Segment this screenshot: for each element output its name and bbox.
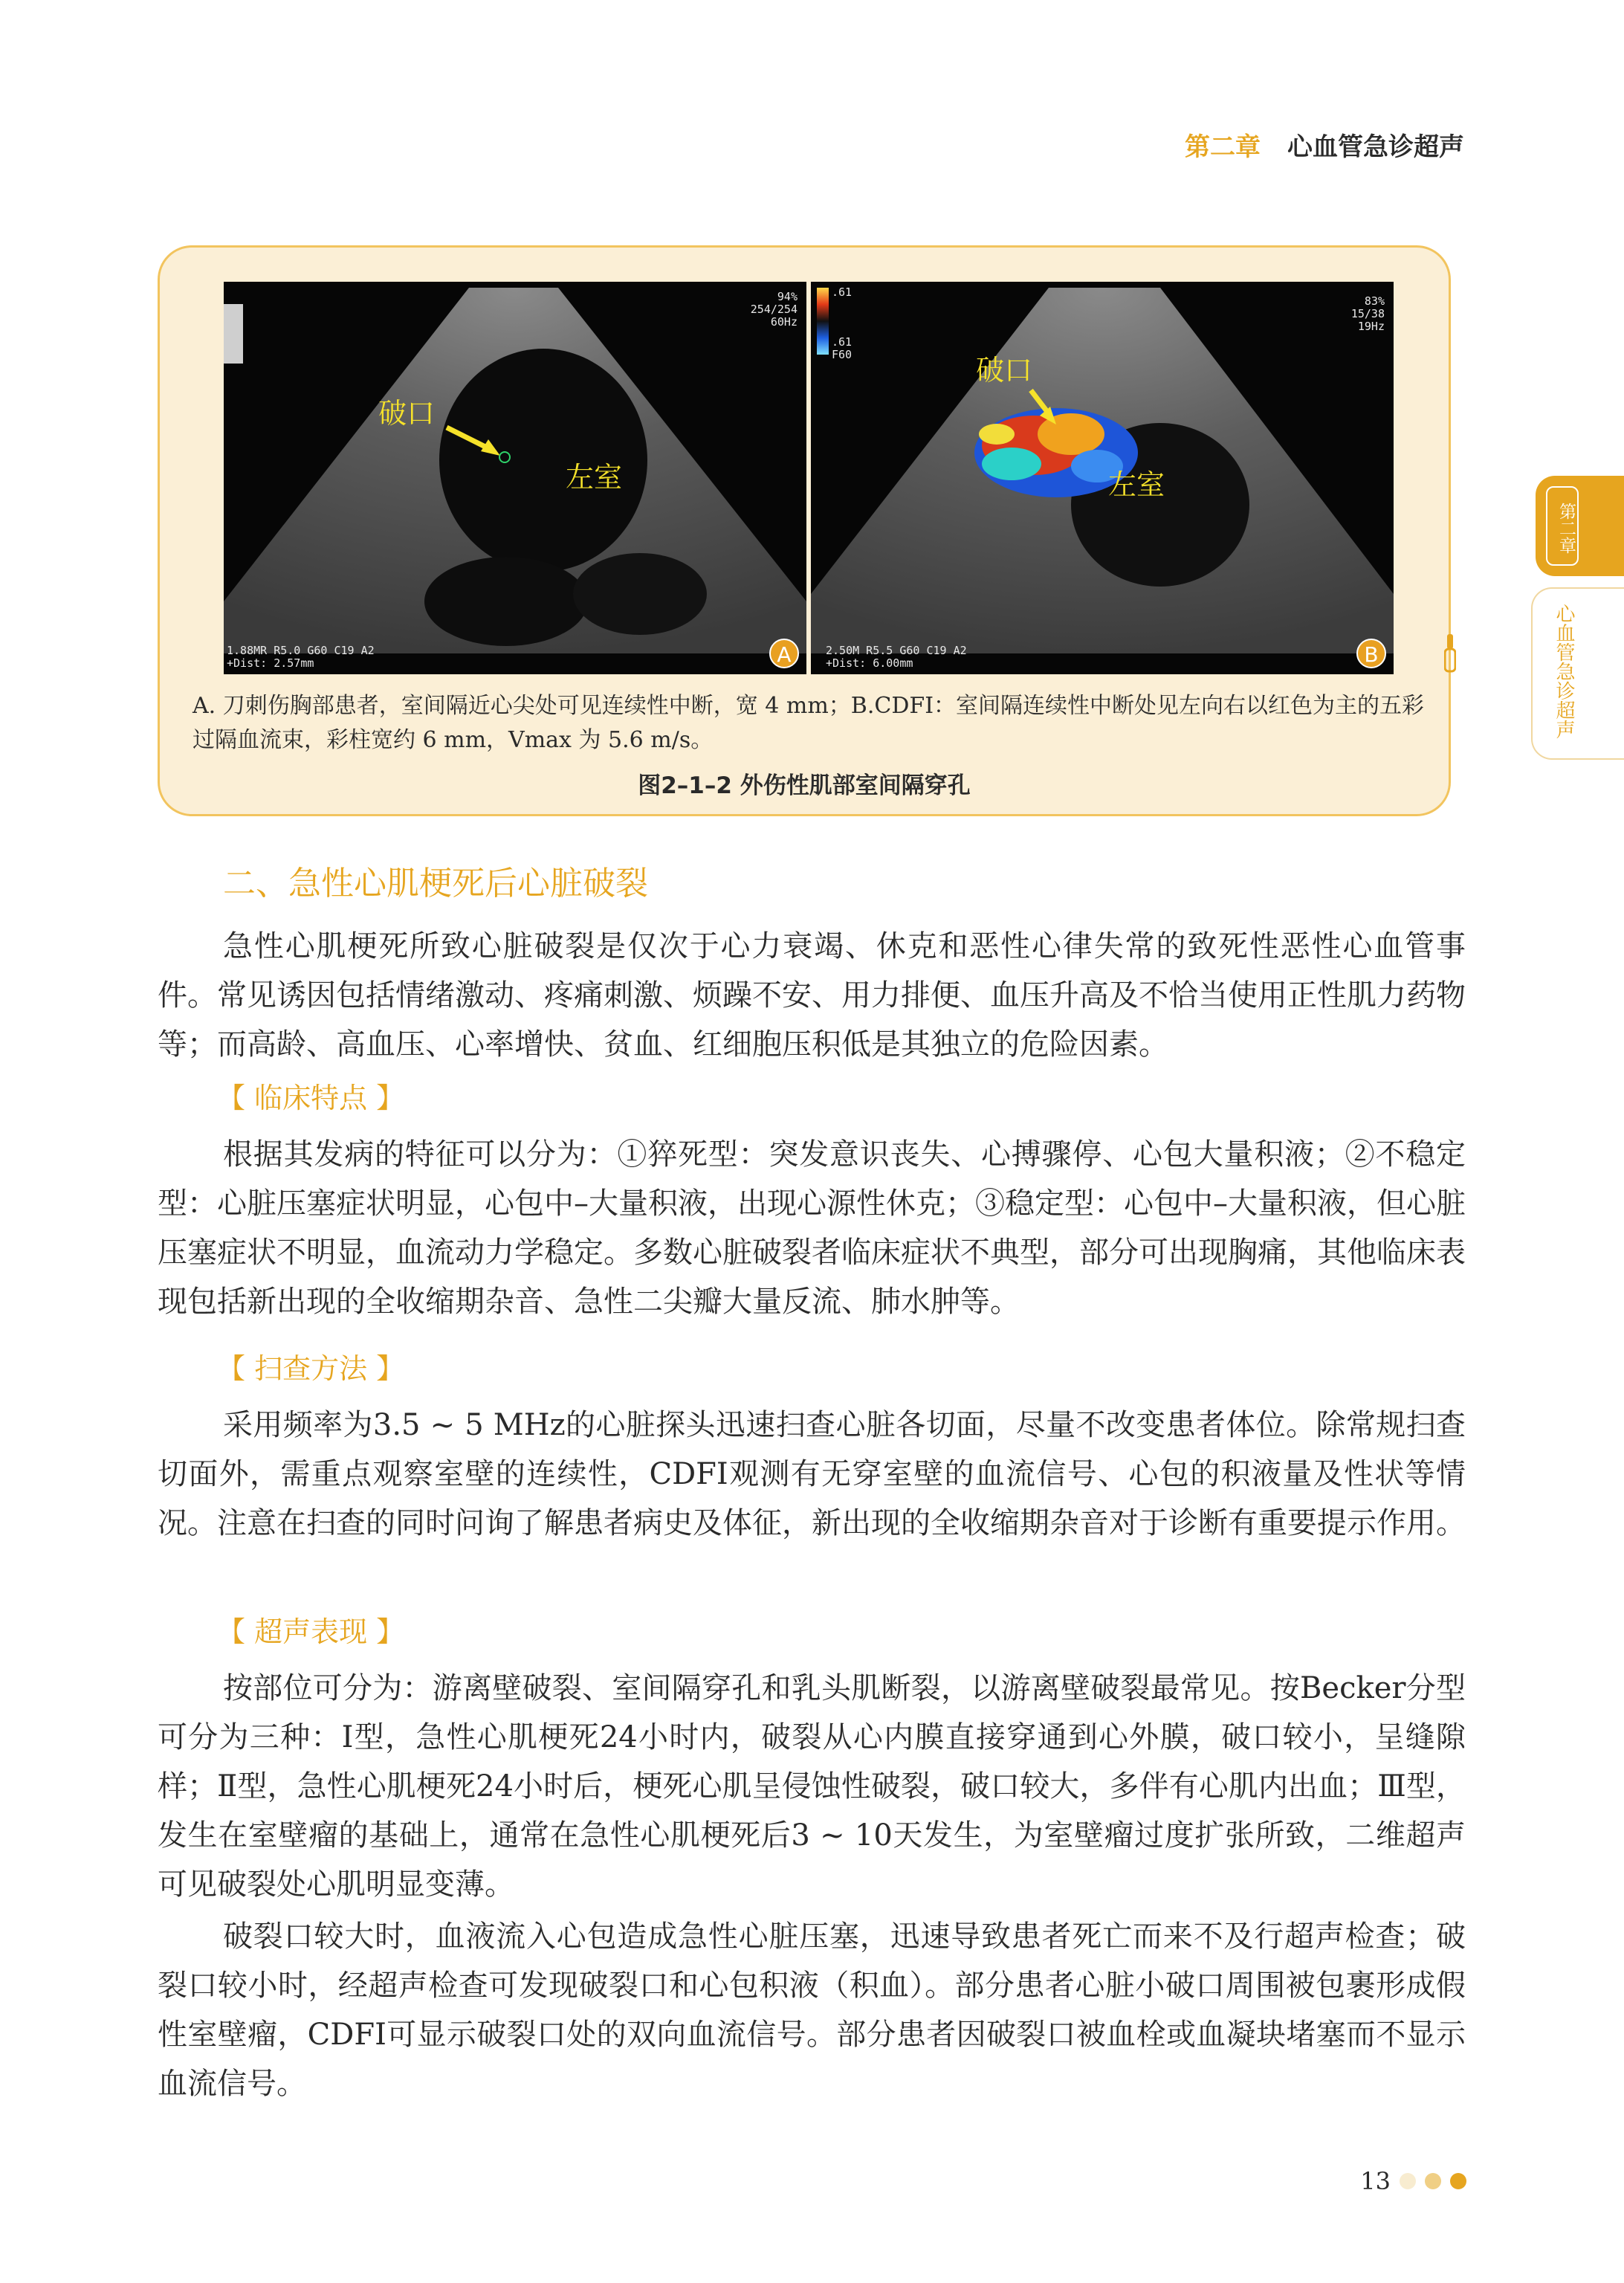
panel-badge-b: B — [1356, 639, 1386, 668]
label-rupture-a: 破口 — [378, 397, 436, 430]
ultrasound-image-a — [224, 282, 806, 674]
figure-panel — [158, 245, 1451, 816]
page-number: 13 — [1360, 2167, 1391, 2195]
paragraph-clinical: 根据其发病的特征可以分为：①猝死型：突发意识丧失、心搏骤停、心包大量积液；②不稳定型：心脏压塞症状明显，心包中–大量积液，出现心源性休克；③稳定型：心包中–大量积液，但心脏压塞症状不明显，血流动力学稳定。多数心脏破裂者临床症状不典型，部分可出现胸痛，其他临床表现包括新出现的全收缩期杂音、急性二尖瓣大量反流、肺水肿等。 — [158, 1137, 1466, 1319]
subheading-clinical: 【 临床特点 】 — [217, 1082, 405, 1114]
label-left-ventricle-a: 左室 — [566, 461, 623, 494]
page-footer — [1360, 2167, 1466, 2195]
overlay-top-right-a: 94% 254/254 60Hz — [750, 290, 798, 329]
overlay-bottom-left-a: 1.88MR R5.0 G60 C19 A2 +Dist: 2.57mm — [227, 644, 375, 670]
paragraph-scan: 采用频率为3.5 ~ 5 MHz的心脏探头迅速扫查心脏各切面，尽量不改变患者体位。除常规扫查切面外，需重点观察室壁的连续性，CDFI观测有无穿室壁的血流信号、心包的积液量及性状等情况。注意在扫查的同时问询了解患者病史及体征，新出现的全收缩期杂音对于诊断有重要提示作用。 — [158, 1408, 1466, 1540]
side-tab-chapter[interactable] — [1536, 476, 1624, 576]
overlay-top-left-b: .61 .61 F60 — [832, 285, 853, 361]
header-chapter: 第二章 — [1185, 132, 1261, 162]
ultrasound-a-graphic — [224, 282, 806, 674]
ultrasound-b-graphic — [811, 282, 1394, 674]
side-tab-title[interactable] — [1531, 587, 1624, 760]
paragraph-intro: 急性心肌梗死所致心脏破裂是仅次于心力衰竭、休克和恶性心律失常的致死性恶性心血管事件。常见诱因包括情绪激动、疼痛刺激、烦躁不安、用力排便、血压升高及不恰当使用正性肌力药物等；而高龄、高血压、心率增快、贫血、红细胞压积低是其独立的危险因素。 — [158, 929, 1466, 1062]
side-tab-title-label: 心血管急诊超声 — [1553, 604, 1575, 739]
header-title: 心血管急诊超声 — [1287, 132, 1464, 162]
panel-badge-a: A — [769, 639, 799, 668]
label-rupture-b: 破口 — [976, 354, 1033, 387]
figure-caption: A. 刀刺伤胸部患者，室间隔近心尖处可见连续性中断，宽 4 mm；B.CDFI：室间隔连续性中断处见左向右以红色为主的五彩过隔血流束，彩柱宽约 6 mm，Vmax 为 5.6 m/s。 — [193, 693, 1425, 753]
label-left-ventricle-b: 左室 — [1108, 468, 1165, 501]
ultrasound-image-b — [811, 282, 1394, 674]
subheading-scan: 【 扫查方法 】 — [217, 1352, 405, 1385]
dot-icon — [1450, 2173, 1466, 2189]
running-header — [1185, 126, 1464, 163]
figure-title: 图2–1–2 外伤性肌部室间隔穿孔 — [638, 772, 971, 799]
clip-icon — [1444, 634, 1456, 679]
dot-icon — [1425, 2173, 1441, 2189]
section-title: 二、急性心肌梗死后心脏破裂 — [223, 865, 648, 902]
overlay-top-right-b: 83% 15/38 19Hz — [1350, 294, 1385, 333]
side-tab-chapter-label: 第二章 — [1546, 486, 1579, 566]
subheading-ultrasound: 【 超声表现 】 — [217, 1615, 405, 1648]
paragraph-rupture: 破裂口较大时，血液流入心包造成急性心脏压塞，迅速导致患者死亡而来不及行超声检查；破裂口较小时，经超声检查可发现破裂口和心包积液（积血）。部分患者心脏小破口周围被包裹形成假性室壁瘤，CDFI可显示破裂口处的双向血流信号。部分患者因破裂口被血栓或血凝块堵塞而不显示血流信号。 — [158, 1919, 1466, 2101]
dot-icon — [1400, 2173, 1416, 2189]
paragraph-ultrasound: 按部位可分为：游离壁破裂、室间隔穿孔和乳头肌断裂，以游离壁破裂最常见。按Becker分型可分为三种：Ⅰ型，急性心肌梗死24小时内，破裂从心内膜直接穿通到心外膜，破口较小，呈缝隙样；Ⅱ型，急性心肌梗死24小时后，梗死心肌呈侵蚀性破裂，破口较大，多伴有心肌内出血；Ⅲ型，发生在室壁瘤的基础上，通常在急性心肌梗死后3 ~ 10天发生，为室壁瘤过度扩张所致，二维超声可见破裂处心肌明显变薄。 — [158, 1671, 1466, 1902]
overlay-bottom-left-b: 2.50M R5.5 G60 C19 A2 +Dist: 6.00mm — [826, 644, 967, 670]
